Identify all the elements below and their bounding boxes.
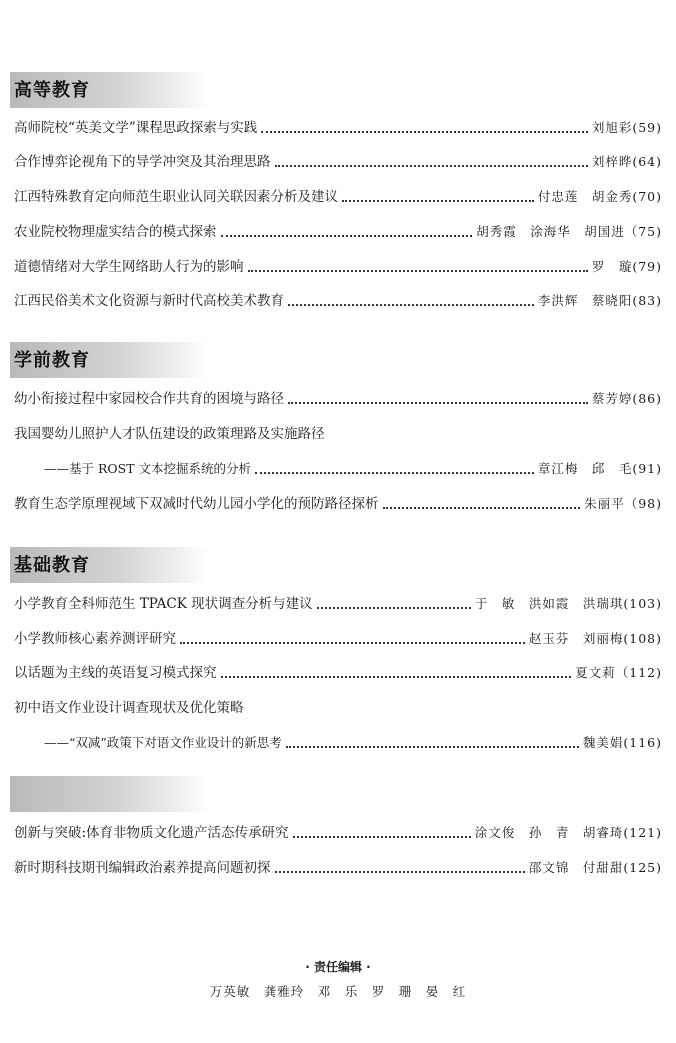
dot-leader: [248, 270, 588, 272]
entry-authors: 章江梅 邱 毛(91): [537, 461, 662, 476]
toc-entry-subtitle[interactable]: [44, 732, 662, 754]
entry-title: 道德情绪对大学生网络助人行为的影响: [14, 259, 244, 275]
entry-authors: 蔡芳婷(86): [591, 391, 662, 406]
section-title: 学前教育: [14, 350, 90, 371]
entry-title: 创新与突破:体育非物质文化遗产活态传承研究: [14, 825, 289, 841]
entry-title: 江西民俗美术文化资源与新时代高校美术教育: [14, 293, 284, 309]
section-title: 基础教育: [14, 555, 90, 576]
entry-authors: 付忠莲 胡金秀(70): [537, 189, 662, 204]
dot-leader: [293, 836, 471, 838]
toc-entry[interactable]: [14, 256, 662, 278]
entry-authors: 胡秀霞 涂海华 胡国进（75): [476, 224, 662, 239]
entry-title: 农业院校物理虚实结合的模式探索: [14, 224, 217, 240]
section-untitled: [0, 0, 676, 36]
entry-title: 高师院校“英美文学”课程思政探索与实践: [14, 120, 258, 136]
toc-entry[interactable]: [14, 593, 662, 615]
toc-entry[interactable]: [14, 628, 662, 650]
toc-entry[interactable]: [14, 151, 662, 173]
toc-entry[interactable]: [14, 662, 662, 684]
section-title: 高等教育: [14, 80, 90, 101]
dot-leader: [221, 235, 473, 237]
dot-leader: [288, 304, 534, 306]
entry-authors: 刘梓晔(64): [591, 154, 662, 169]
entry-authors: 刘旭彩(59): [591, 120, 662, 135]
toc-entry-subtitle[interactable]: [44, 458, 662, 480]
dot-leader: [317, 607, 471, 609]
entry-authors: 魏美娟(116): [582, 735, 662, 750]
dot-leader: [383, 507, 581, 509]
dot-leader: [275, 165, 588, 167]
toc-entry[interactable]: [14, 117, 662, 139]
section-header: [10, 72, 210, 108]
dot-leader: [261, 131, 588, 133]
section-header: [10, 342, 210, 378]
toc-entry[interactable]: [14, 697, 662, 719]
dot-leader: [288, 402, 588, 404]
dot-leader: [255, 472, 534, 474]
section-header: [10, 776, 210, 812]
toc-entry[interactable]: [14, 857, 662, 879]
entry-authors: 涂文俊 孙 青 胡睿琦(121): [474, 825, 662, 840]
toc-entry[interactable]: [14, 388, 662, 410]
entry-title: 我国婴幼儿照护人才队伍建设的政策理路及实施路径: [14, 426, 325, 442]
toc-entry[interactable]: [14, 493, 662, 515]
entry-authors: 夏文莉（112): [575, 665, 662, 680]
dot-leader: [275, 871, 525, 873]
toc-entry[interactable]: [14, 423, 662, 445]
toc-entry[interactable]: [14, 186, 662, 208]
dot-leader: [221, 676, 572, 678]
entry-authors: 朱丽平（98): [584, 496, 662, 511]
entry-title: 合作博弈论视角下的导学冲突及其治理思路: [14, 154, 271, 170]
entry-authors: 罗 璇(79): [591, 259, 662, 274]
toc-entry[interactable]: [14, 822, 662, 844]
entry-authors: 邵文锦 付甜甜(125): [528, 860, 662, 875]
entry-title: 江西特殊教育定向师范生职业认同关联因素分析及建议: [14, 189, 338, 205]
entry-title: 以话题为主线的英语复习模式探究: [14, 665, 217, 681]
dot-leader: [180, 642, 525, 644]
entry-title: 幼小衔接过程中家园校合作共育的困境与路径: [14, 391, 284, 407]
entry-authors: 赵玉芬 刘丽梅(108): [528, 631, 662, 646]
dot-leader: [342, 200, 534, 202]
entry-authors: 于 敏 洪如霞 洪瑞琪(103): [474, 596, 662, 611]
editors-names: 万英敏 龚雅玲 邓 乐 罗 珊 晏 红: [209, 984, 467, 999]
section-header: [10, 547, 210, 583]
editors-label: · 责任编辑 ·: [305, 960, 371, 974]
entry-title: ——“双减”政策下对语文作业设计的新思考: [44, 735, 282, 750]
dot-leader: [286, 746, 579, 748]
entry-title: 初中语文作业设计调查现状及优化策略: [14, 700, 244, 716]
entry-title: 小学教育全科师范生 TPACK 现状调查分析与建议: [14, 596, 313, 612]
entry-title: ——基于 ROST 文本挖掘系统的分析: [44, 461, 252, 476]
entry-title: 新时期科技期刊编辑政治素养提高问题初探: [14, 860, 271, 876]
toc-entry[interactable]: [14, 221, 662, 243]
entry-title: 教育生态学原理视域下双减时代幼儿园小学化的预防路径探析: [14, 496, 379, 512]
toc-entry[interactable]: [14, 290, 662, 312]
entry-authors: 李洪辉 蔡晓阳(83): [537, 293, 662, 308]
entry-title: 小学教师核心素养测评研究: [14, 631, 176, 647]
